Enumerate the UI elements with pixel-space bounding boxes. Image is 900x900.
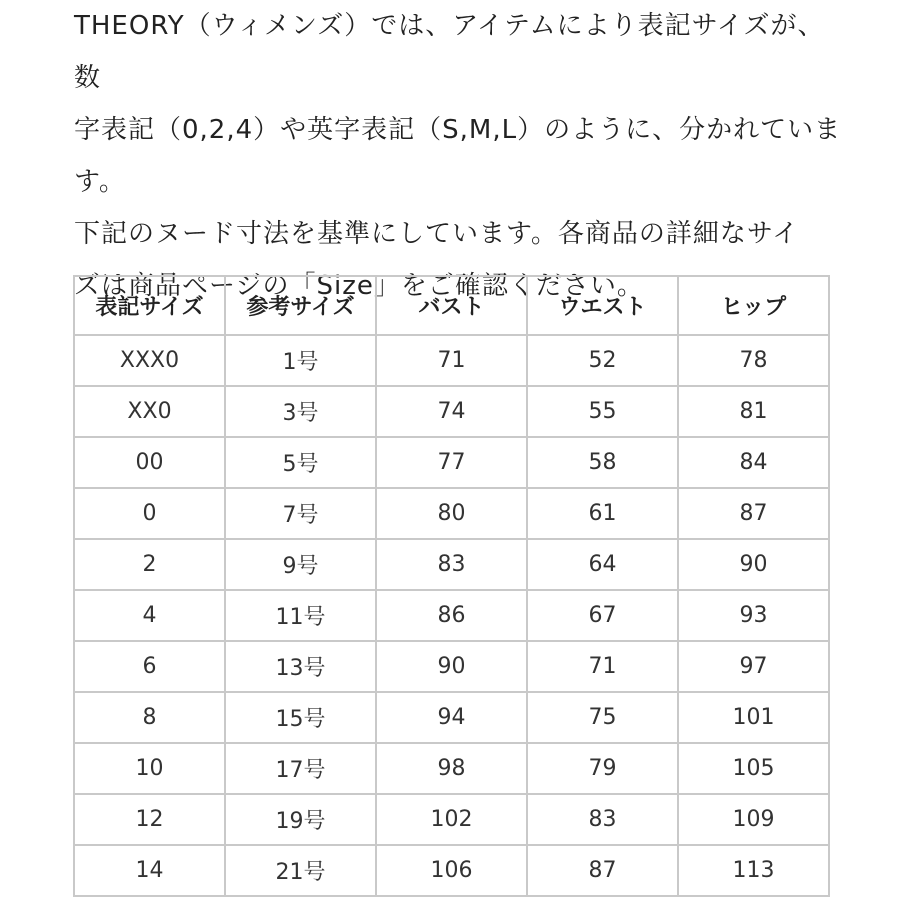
- cell-bust: 83: [376, 539, 527, 590]
- cell-hip: 101: [678, 692, 829, 743]
- intro-line: THEORY（ウィメンズ）では、アイテムにより表記サイズが、数: [74, 11, 825, 93]
- cell-hip: 93: [678, 590, 829, 641]
- cell-labeled-size: XX0: [74, 386, 225, 437]
- header-hip: ヒップ: [678, 276, 829, 335]
- table-row: [74, 794, 829, 845]
- cell-reference-size: 9号: [225, 539, 376, 590]
- cell-hip: 81: [678, 386, 829, 437]
- table-row: [74, 335, 829, 386]
- cell-bust: 71: [376, 335, 527, 386]
- header-reference-size: 参考サイズ: [225, 276, 376, 335]
- cell-reference-size: 15号: [225, 692, 376, 743]
- cell-bust: 80: [376, 488, 527, 539]
- cell-reference-size: 11号: [225, 590, 376, 641]
- table-row: [74, 743, 829, 794]
- intro-line: ズは商品ページの「Size」をご確認ください。: [74, 271, 644, 301]
- cell-bust: 98: [376, 743, 527, 794]
- table-row: [74, 845, 829, 896]
- table-row: [74, 539, 829, 590]
- cell-bust: 86: [376, 590, 527, 641]
- size-chart-table: [73, 275, 830, 897]
- cell-waist: 71: [527, 641, 678, 692]
- cell-labeled-size: 14: [74, 845, 225, 896]
- cell-waist: 64: [527, 539, 678, 590]
- cell-bust: 77: [376, 437, 527, 488]
- cell-reference-size: 21号: [225, 845, 376, 896]
- size-guide-intro: [74, 0, 844, 312]
- table-row: [74, 488, 829, 539]
- table-row: [74, 386, 829, 437]
- cell-hip: 78: [678, 335, 829, 386]
- cell-waist: 83: [527, 794, 678, 845]
- cell-labeled-size: 2: [74, 539, 225, 590]
- cell-waist: 67: [527, 590, 678, 641]
- cell-reference-size: 1号: [225, 335, 376, 386]
- table-row: [74, 437, 829, 488]
- cell-bust: 102: [376, 794, 527, 845]
- cell-bust: 106: [376, 845, 527, 896]
- cell-labeled-size: 12: [74, 794, 225, 845]
- cell-waist: 61: [527, 488, 678, 539]
- cell-waist: 55: [527, 386, 678, 437]
- intro-line: す。: [74, 167, 126, 197]
- cell-waist: 79: [527, 743, 678, 794]
- cell-labeled-size: 00: [74, 437, 225, 488]
- cell-bust: 94: [376, 692, 527, 743]
- header-waist: ウエスト: [527, 276, 678, 335]
- table-row: [74, 641, 829, 692]
- cell-hip: 113: [678, 845, 829, 896]
- cell-waist: 58: [527, 437, 678, 488]
- cell-hip: 105: [678, 743, 829, 794]
- cell-reference-size: 17号: [225, 743, 376, 794]
- cell-hip: 84: [678, 437, 829, 488]
- intro-line: 下記のヌード寸法を基準にしています。各商品の詳細なサイ: [74, 219, 800, 249]
- cell-reference-size: 13号: [225, 641, 376, 692]
- table-header-row: [74, 276, 829, 335]
- cell-hip: 97: [678, 641, 829, 692]
- cell-waist: 52: [527, 335, 678, 386]
- table-row: [74, 590, 829, 641]
- cell-labeled-size: 6: [74, 641, 225, 692]
- intro-line: 字表記（0,2,4）や英字表記（S,M,L）のように、分かれていま: [74, 115, 842, 145]
- cell-labeled-size: 0: [74, 488, 225, 539]
- cell-bust: 90: [376, 641, 527, 692]
- table-row: [74, 692, 829, 743]
- cell-hip: 90: [678, 539, 829, 590]
- cell-labeled-size: XXX0: [74, 335, 225, 386]
- cell-labeled-size: 10: [74, 743, 225, 794]
- cell-bust: 74: [376, 386, 527, 437]
- cell-waist: 75: [527, 692, 678, 743]
- cell-reference-size: 7号: [225, 488, 376, 539]
- cell-reference-size: 19号: [225, 794, 376, 845]
- cell-waist: 87: [527, 845, 678, 896]
- header-labeled-size: 表記サイズ: [74, 276, 225, 335]
- cell-labeled-size: 8: [74, 692, 225, 743]
- header-bust: バスト: [376, 276, 527, 335]
- cell-reference-size: 5号: [225, 437, 376, 488]
- cell-hip: 87: [678, 488, 829, 539]
- cell-hip: 109: [678, 794, 829, 845]
- table-body: [74, 335, 829, 896]
- cell-reference-size: 3号: [225, 386, 376, 437]
- cell-labeled-size: 4: [74, 590, 225, 641]
